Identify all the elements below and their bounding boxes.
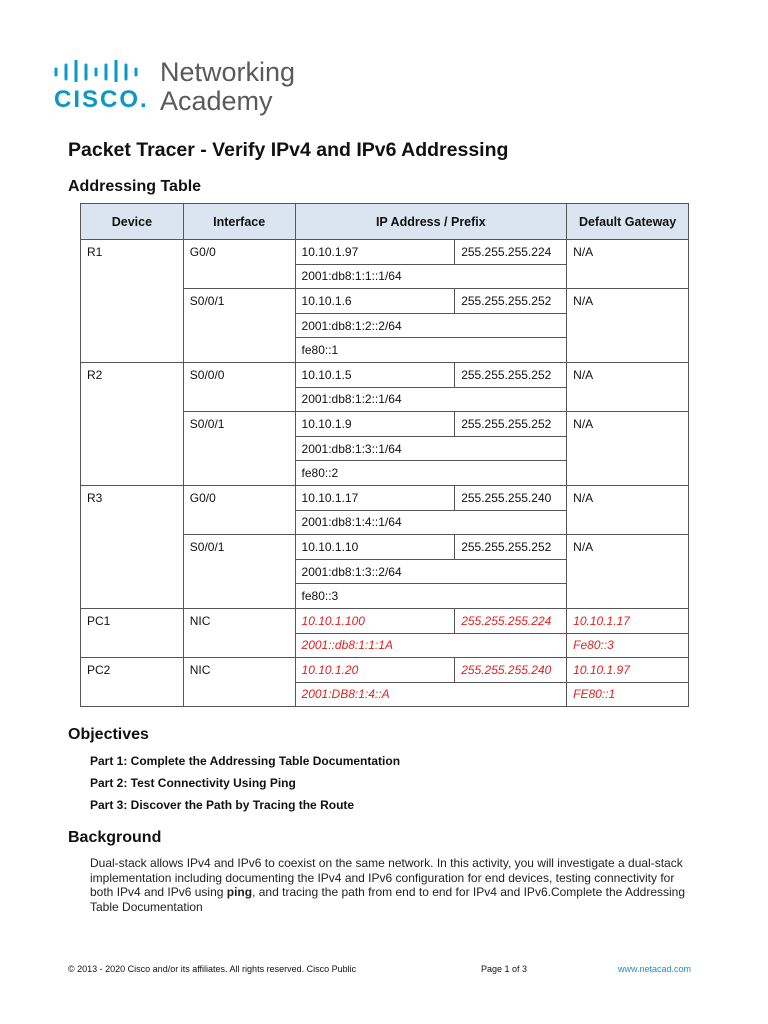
gateway-answer: 10.10.1.97: [567, 658, 689, 683]
interface-cell: G0/0: [183, 240, 295, 289]
gateway-cell: N/A: [567, 412, 689, 486]
column-header: Interface: [183, 204, 295, 240]
device-cell: R3: [81, 485, 184, 608]
ipv4-address-cell: 10.10.1.10: [295, 535, 455, 560]
device-cell: R2: [81, 362, 184, 485]
interface-cell: NIC: [183, 658, 295, 707]
subnet-mask-answer: 255.255.255.224: [455, 608, 567, 633]
gateway-answer: 10.10.1.17: [567, 608, 689, 633]
link-local-cell: fe80::3: [295, 584, 567, 609]
ipv4-address-cell: 10.10.1.6: [295, 289, 455, 314]
cisco-bars-icon: [54, 60, 150, 82]
background-paragraph: Dual-stack allows IPv4 and IPv6 to coexist on the same network. In this activity, you will investigate a dual-stack implementation including documenting the IPv4 and IPv6 configuration for end devices, testing connectivity for both IPv4 and IPv6 using ping, and tracing the path from end to end for IPv4 and IPv6.Complete the Addressing Table Documentation: [90, 856, 686, 914]
subnet-mask-answer: 255.255.255.240: [455, 658, 567, 683]
footer-link[interactable]: www.netacad.com: [618, 964, 692, 974]
gateway-cell: N/A: [567, 485, 689, 534]
list-item: Part 1: Complete the Addressing Table Documentation: [90, 754, 401, 768]
ipv6-address-answer: 2001::db8:1:1:1A: [295, 633, 567, 658]
subnet-mask-cell: 255.255.255.224: [455, 240, 567, 265]
link-local-cell: fe80::2: [295, 461, 567, 486]
footer-page-number: Page 1 of 3: [481, 964, 528, 974]
ipv6-address-cell: 2001:db8:1:4::1/64: [295, 510, 567, 535]
ipv4-address-cell: 10.10.1.9: [295, 412, 455, 437]
ping-keyword: ping: [226, 885, 253, 899]
device-cell: R1: [81, 240, 184, 363]
column-header: IP Address / Prefix: [295, 204, 567, 240]
interface-cell: S0/0/0: [183, 362, 295, 411]
column-header: Device: [81, 204, 184, 240]
subnet-mask-cell: 255.255.255.252: [455, 535, 567, 560]
cisco-wordmark: CISCO.: [54, 86, 149, 113]
ipv6-address-cell: 2001:db8:1:1::1/64: [295, 264, 567, 289]
ipv4-address-cell: 10.10.1.97: [295, 240, 455, 265]
page-title: Packet Tracer - Verify IPv4 and IPv6 Addressing: [68, 139, 509, 161]
interface-cell: NIC: [183, 608, 295, 657]
ipv6-address-cell: 2001:db8:1:2::2/64: [295, 313, 567, 338]
logo-networking-text: Networking: [160, 57, 296, 87]
gateway-cell: N/A: [567, 535, 689, 609]
column-header: Default Gateway: [567, 204, 689, 240]
subnet-mask-cell: 255.255.255.240: [455, 485, 567, 510]
ipv4-address-answer: 10.10.1.20: [295, 658, 455, 683]
gateway-cell: N/A: [567, 362, 689, 411]
ipv6-address-answer: 2001:DB8:1:4::A: [295, 682, 567, 707]
table-row: [81, 658, 689, 683]
table-row: [81, 485, 689, 510]
ipv4-address-cell: 10.10.1.5: [295, 362, 455, 387]
table-header-row: [81, 204, 689, 240]
ipv6-address-cell: 2001:db8:1:3::2/64: [295, 559, 567, 584]
ipv6-address-cell: 2001:db8:1:2::1/64: [295, 387, 567, 412]
list-item: Part 2: Test Connectivity Using Ping: [90, 776, 296, 790]
ipv6-address-cell: 2001:db8:1:3::1/64: [295, 436, 567, 461]
interface-cell: S0/0/1: [183, 412, 295, 486]
interface-cell: S0/0/1: [183, 289, 295, 363]
cisco-networking-academy-logo: [54, 58, 314, 118]
gateway-answer: Fe80::3: [567, 633, 689, 658]
table-row: [81, 362, 689, 387]
footer-copyright: © 2013 - 2020 Cisco and/or its affiliates. All rights reserved. Cisco Public: [68, 964, 357, 974]
gateway-cell: N/A: [567, 289, 689, 363]
gateway-cell: N/A: [567, 240, 689, 289]
addressing-table: [80, 203, 689, 707]
gateway-answer: FE80::1: [567, 682, 689, 707]
background-heading: Background: [68, 829, 162, 846]
subnet-mask-cell: 255.255.255.252: [455, 412, 567, 437]
table-row: [81, 608, 689, 633]
interface-cell: G0/0: [183, 485, 295, 534]
objectives-heading: Objectives: [68, 726, 149, 743]
interface-cell: S0/0/1: [183, 535, 295, 609]
subnet-mask-cell: 255.255.255.252: [455, 289, 567, 314]
device-cell: PC2: [81, 658, 184, 707]
link-local-cell: fe80::1: [295, 338, 567, 363]
ipv4-address-answer: 10.10.1.100: [295, 608, 455, 633]
objectives-list: [90, 752, 400, 818]
addressing-table-heading: Addressing Table: [68, 178, 202, 195]
subnet-mask-cell: 255.255.255.252: [455, 362, 567, 387]
table-row: [81, 240, 689, 265]
ipv4-address-cell: 10.10.1.17: [295, 485, 455, 510]
list-item: Part 3: Discover the Path by Tracing the Route: [90, 798, 355, 812]
logo-academy-text: Academy: [160, 86, 273, 116]
device-cell: PC1: [81, 608, 184, 657]
